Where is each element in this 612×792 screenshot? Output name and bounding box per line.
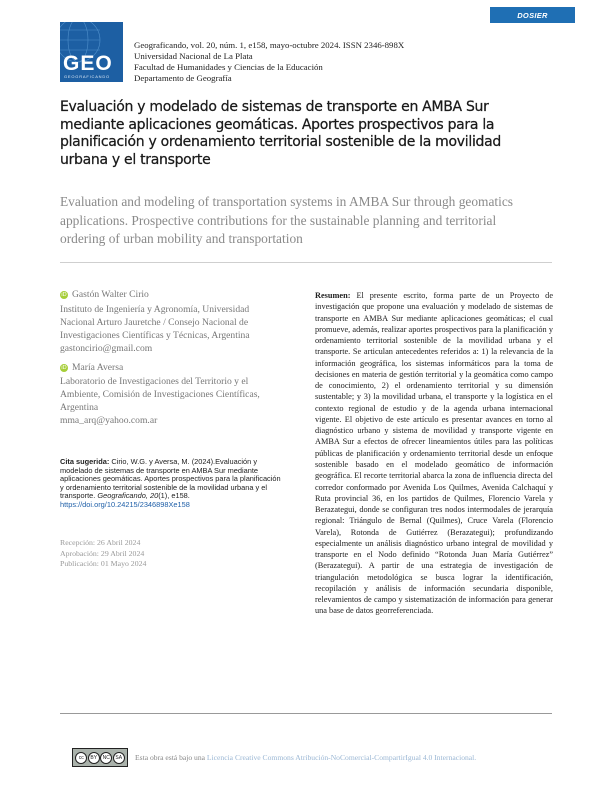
subtitle-line: applications. Prospective contributions for the sustainable planning and territorial [60,212,497,228]
by-icon: BY [88,752,100,764]
author-1 [60,289,149,301]
citation-text: Cirio, W.G. y Aversa, M. (2024).Evaluación y modelado de sistemas de transporte en AMBA Sur mediante aplicaciones geomáticas. Aportes prospectivos para la planificación y ordenamiento territorial sostenible de la movilidad urbana y el transporte. [60,457,281,501]
citation-issue: (1), e158. [158,491,190,501]
logo-letters: GEO [63,52,113,75]
footer-divider [60,713,552,714]
title-line: Evaluación y modelado de sistemas de transporte en AMBA Sur [60,99,489,115]
citation-journal: Geograficando, 20 [97,491,159,501]
date-received: Recepción: 26 Abril 2024 [60,538,141,547]
affil-line: Laboratorio de Investigaciones del Territorio y el [60,376,249,387]
section-badge: DOSIER [490,7,575,23]
license-link[interactable]: Licencia Creative Commons Atribución-NoComercial-CompartirIgual 4.0 Internacional. [206,753,477,762]
author-1-affiliation [60,303,275,355]
article-title [60,99,560,169]
author-2-affiliation [60,375,275,427]
affil-line: Ambiente, Comisión de Investigaciones Científicas, [60,389,260,400]
orcid-icon[interactable]: iD [61,365,67,371]
suggested-citation [60,458,282,510]
abstract-label: Resumen: [315,291,351,300]
date-approved: Aprobación: 29 Abril 2024 [60,548,145,558]
article-dates [60,538,146,570]
author-2 [60,362,123,374]
affil-line: Instituto de Ingeniería y Agronomía, Universidad [60,304,250,315]
creative-commons-icon[interactable] [72,748,128,767]
divider [60,262,552,263]
author-name: María Aversa [72,362,124,373]
english-title [60,193,560,249]
author-email[interactable]: gastoncirio@gmail.com [60,343,153,354]
subtitle-line: Evaluation and modeling of transportation systems in AMBA Sur through geomatics [60,194,513,209]
title-line: planificación y ordenamiento territorial sostenible de la movilidad [60,134,501,150]
subtitle-line: ordering of urban mobility and transportation [60,231,303,246]
cc-icon: cc [75,752,87,764]
license-footer [72,748,476,767]
faculty: Facultad de Humanidades y Ciencias de la Educación [134,62,323,72]
title-line: mediante aplicaciones geomáticas. Aportes prospectivos para la [60,116,495,133]
citation-label: Cita sugerida: [60,457,110,466]
abstract-text: El presente escrito, forma parte de un Proyecto de investigación que propone una evaluación y modelado de sistemas de transporte en AMBA Sur mediante aplicaciones geomáticas; el cual promueve, además, realizar aportes prospectivos para la planificación y ordenamiento territorial sostenible de la movilidad urbana y el transporte. Se articulan antecedentes referidos a: 1) la relevancia de la información geográfica, los sistemas informáticos para la toma de decisiones en materia de gestión territorial y la geomática como campo de conocimiento, 2) el ordenamiento territorial y su dimensión sustentable; y 3) la movilidad urbana, el transporte y la logística en el contexto regional de estudio y de la agenda urbana internacional vigente. El objetivo de este artículo es presentar avances en torno al diagnóstico urbano y sistema de movilidad y transporte vigente en AMBA Sur a efectos de ofrecer lineamientos útiles para las políticas públicas de planificación y ordenamiento territorial desde un enfoque sostenible basado en el modelado geomático de información geográfica. El recorte territorial abarca la zona de influencia directa del corredor conformado por Avenida Los Quilmes, Avenida Calchaquí y Ruta provincial 36, en los partidos de Quilmes, Florencio Varela y Berazategui, donde se configuran tres nodos intermodales de jerarquía regional: Triángulo de Bernal (Quilmes), Cruce Varela (Florencio Varela), Rotonda de Gutiérrez (Berazategui); profundizando especialmente un análisis diagnóstico urbano integral de movilidad y transporte en el Nodo definido “Rotonda Juan María Gutiérrez” (Berazategui). A partir de una estrategia de investigación de triangulación metodológica se busca lograr la identificación, recopilación y análisis de información secundaria disponible, relevamientos de campo y sistematización de información para generar una base de datos georreferenciada. [315,291,553,616]
affil-line: Nacional Arturo Jauretche / Consejo Nacional de [60,317,249,328]
logo-subtext: GEOGRAFICANDO [64,74,110,79]
sa-icon: SA [113,752,125,764]
journal-logo [60,22,123,82]
author-name: Gastón Walter Cirio [72,289,149,300]
doi-link[interactable]: https://doi.org/10.24215/2346898Xe158 [60,499,190,509]
university: Universidad Nacional de La Plata [134,51,253,61]
department: Departamento de Geografía [134,73,232,83]
journal-info: Geograficando, vol. 20, núm. 1, e158, mayo-octubre 2024. ISSN 2346-898X [134,40,405,50]
orcid-icon[interactable]: iD [61,292,67,298]
affil-line: Investigaciones Científicas y Técnicas, Argentina [60,330,250,341]
date-published: Publicación: 01 Mayo 2024 [60,559,147,568]
affil-line: Argentina [60,402,99,413]
abstract [315,290,553,617]
title-line: urbana y el transporte [60,151,211,168]
nc-icon: NC [100,752,112,764]
author-email[interactable]: mma_arq@yahoo.com.ar [60,415,158,426]
license-text: Esta obra está bajo una [135,753,207,762]
